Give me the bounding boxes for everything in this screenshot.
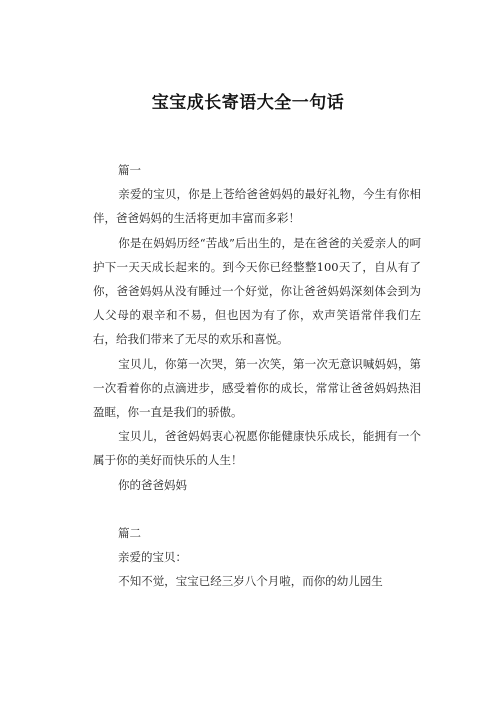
section-spacer (93, 497, 421, 521)
section-heading-1: 篇一 (118, 163, 141, 177)
section-heading-2: 篇二 (118, 526, 141, 541)
signature: 你的爸爸妈妈 (118, 477, 187, 492)
paragraph-5: 不知不觉，宝宝已经三岁八个月啦，而你的幼儿园生 (118, 574, 383, 589)
document-body (93, 158, 421, 594)
paragraph-4: 宝贝儿，爸爸妈妈衷心祝愿你能健康快乐成长，能拥有一个属于你的美好而快乐的人生！ (93, 429, 421, 468)
greeting: 亲爱的宝贝： (118, 550, 187, 565)
paragraph-2: 你是在妈妈历经“苦战”后出生的，是在爸爸的关爱亲人的呵护下一天天成长起来的。到今天你已经整整100天了，自从有了你，爸爸妈妈从没有睡过一个好觉，你让爸爸妈妈深刻体会到为人父母的艰辛和不易，但也因为有了你，欢声笑语常伴我们左右，给我们带来了无尽的欢乐和喜悦。 (93, 235, 421, 347)
document-title: 宝宝成长寄语大全一句话 (151, 93, 345, 113)
paragraph-3: 宝贝儿，你第一次哭，第一次笑，第一次无意识喊妈妈，第一次看着你的点滴进步，感受着你的成长，常常让爸爸妈妈热泪盈眶，你一直是我们的骄傲。 (93, 356, 421, 420)
paragraph-1: 亲爱的宝贝，你是上苍给爸爸妈妈的最好礼物，今生有你相伴，爸爸妈妈的生活将更加丰富而多彩！ (93, 187, 421, 226)
